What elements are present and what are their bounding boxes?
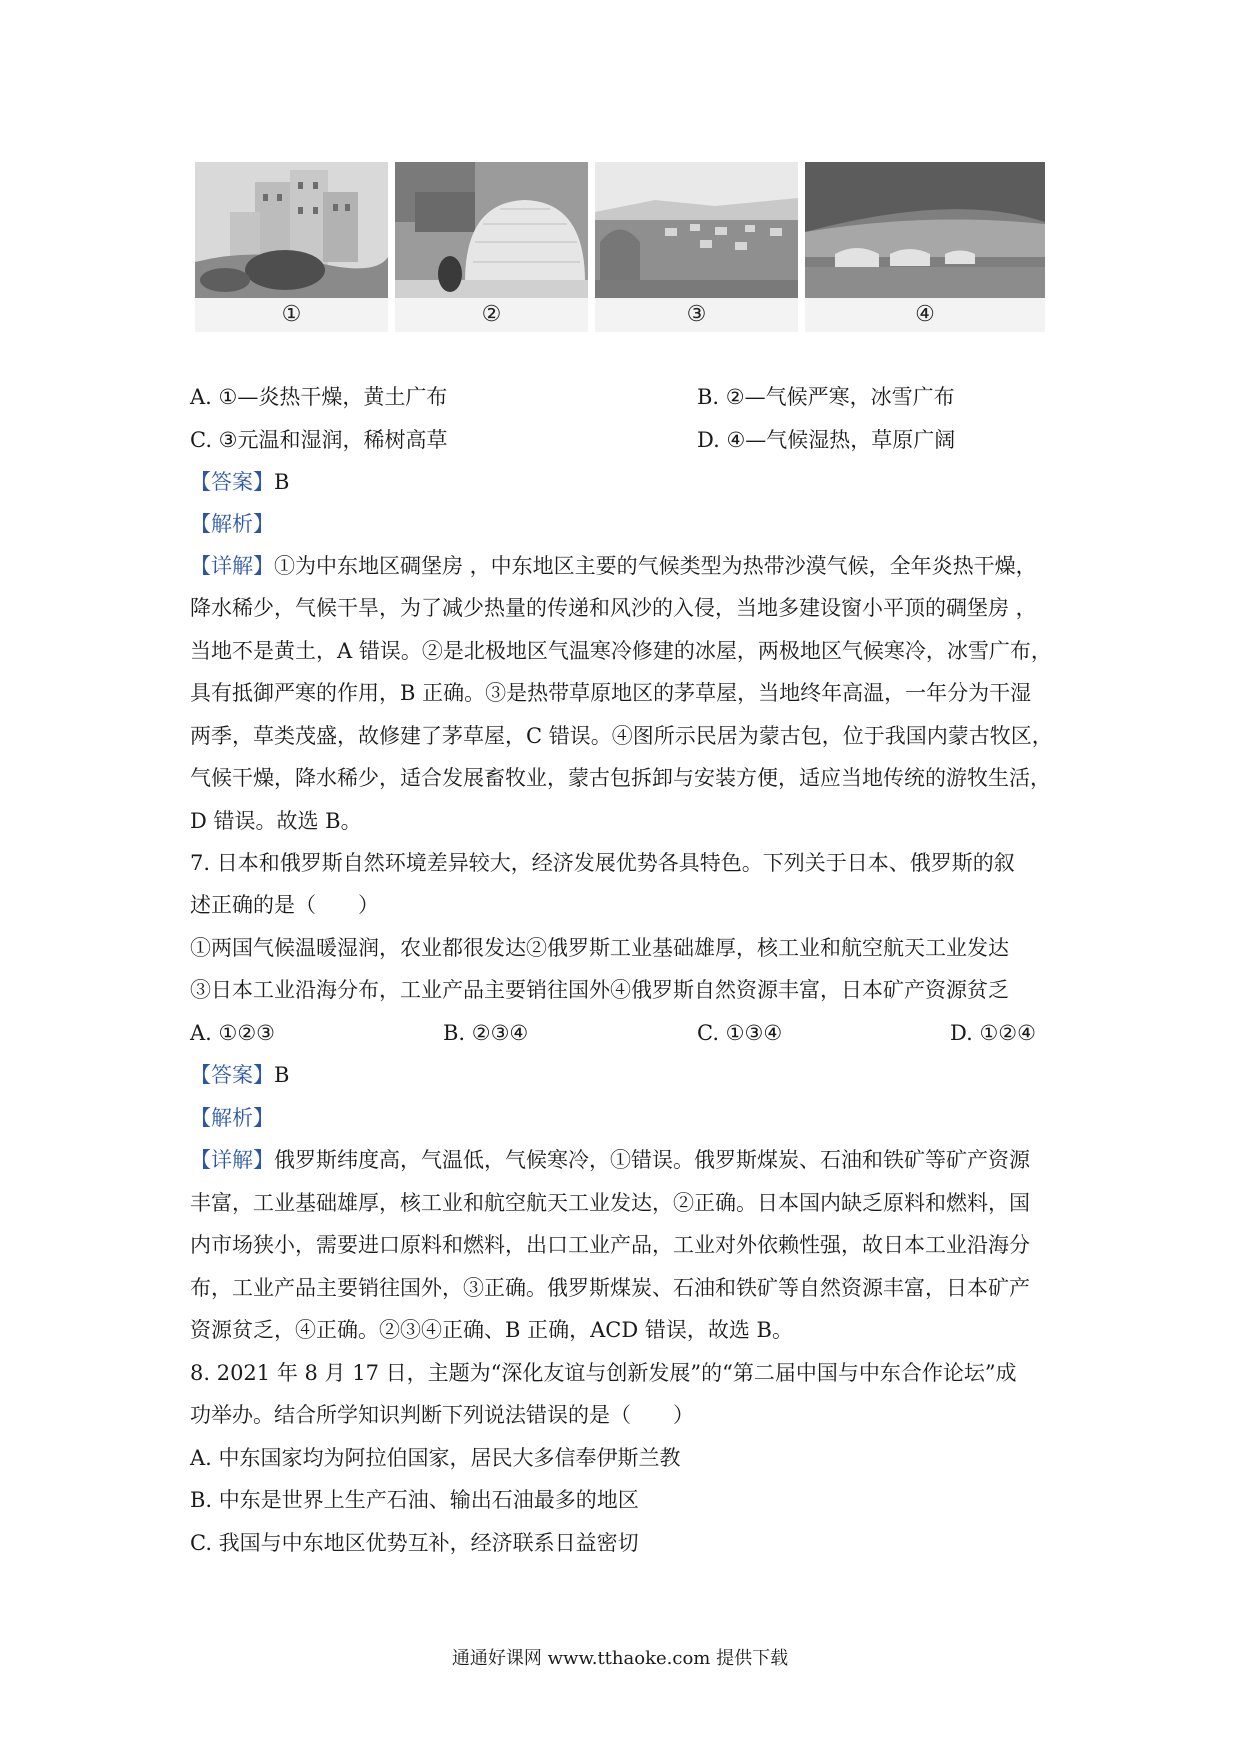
- q7-stem-line: ①两国气候温暖湿润，农业都很发达②俄罗斯工业基础雄厚，核工业和航空航天工业发达: [190, 936, 1009, 960]
- q7-detail-line: 布，工业产品主要销往国外，③正确。俄罗斯煤炭、石油和铁矿等自然资源丰富，日本矿产: [190, 1276, 1030, 1300]
- detail-tag: 【详解】: [190, 554, 274, 578]
- detail-text: ①为中东地区碉堡房 ，中东地区主要的气候类型为热带沙漠气候，全年炎热干燥，: [274, 554, 1037, 578]
- q7-stem-line: 7. 日本和俄罗斯自然环境差异较大，经济发展优势各具特色。下列关于日本、俄罗斯的叙: [190, 851, 1015, 875]
- q6-detail-line: D 错误。故选 B。: [190, 809, 362, 833]
- photo-label: ②: [395, 298, 588, 332]
- photo-label: ③: [595, 298, 798, 332]
- answer-tag: 【答案】: [190, 470, 274, 494]
- q6-detail-line: 两季，草类茂盛，故修建了茅草屋，C 错误。④图所示民居为蒙古包，位于我国内蒙古牧区，: [190, 724, 1053, 748]
- page-footer: 通通好课网 www.tthaoke.com 提供下载: [451, 1648, 789, 1669]
- q8-option-a: A. 中东国家均为阿拉伯国家，居民大多信奉伊斯兰教: [190, 1446, 681, 1470]
- q6-detail-line: 具有抵御严寒的作用，B 正确。③是热带草原地区的茅草屋，当地终年高温，一年分为干湿: [190, 681, 1032, 705]
- q7-analysis-tag: 【解析】: [190, 1106, 274, 1130]
- q6-option-c: C. ③元温和湿润，稀树高草: [190, 428, 448, 452]
- q7-detail-line: 资源贫乏，④正确。②③④正确、B 正确，ACD 错误，故选 B。: [190, 1318, 793, 1342]
- q6-analysis-tag: 【解析】: [190, 512, 274, 536]
- q7-detail-line: 内市场狭小，需要进口原料和燃料，出口工业产品，工业对外依赖性强，故日本工业沿海分: [190, 1233, 1030, 1257]
- answer-value: B: [274, 1063, 290, 1087]
- q7-stem-line: ③日本工业沿海分布，工业产品主要销往国外④俄罗斯自然资源丰富，日本矿产资源贫乏: [190, 978, 1009, 1002]
- detail-text: 俄罗斯纬度高，气温低，气候寒冷，①错误。俄罗斯煤炭、石油和铁矿等矿产资源: [274, 1148, 1030, 1172]
- photo-label: ④: [805, 298, 1045, 332]
- q7-option-d: D. ①②④: [950, 1021, 1036, 1045]
- igloo-photo: [395, 162, 588, 332]
- grass-hut-village-photo: [595, 162, 798, 332]
- q7-option-a: A. ①②③: [190, 1021, 275, 1045]
- q8-option-b: B. 中东是世界上生产石油、输出石油最多的地区: [190, 1488, 639, 1512]
- q7-detail-line: 丰富，工业基础雄厚，核工业和航空航天工业发达，②正确。日本国内缺乏原料和燃料，国: [190, 1191, 1030, 1215]
- q6-option-a: A. ①—炎热干燥，黄土广布: [190, 385, 448, 409]
- q7-answer: [190, 1060, 289, 1090]
- detail-tag: 【详解】: [190, 1148, 274, 1172]
- yurt-grassland-photo: [805, 162, 1045, 332]
- q6-detail-line: [190, 551, 1037, 581]
- q6-answer: [190, 467, 289, 497]
- photo-label: ①: [195, 298, 388, 332]
- answer-value: B: [274, 470, 290, 494]
- q6-option-b: B. ②—气候严寒，冰雪广布: [697, 385, 955, 409]
- q6-detail-line: 降水稀少，气候干旱，为了减少热量的传递和风沙的入侵，当地多建设窗小平顶的碉堡房 ，: [190, 596, 1037, 620]
- stone-tower-house-photo: [195, 162, 388, 332]
- q8-stem-line: 8. 2021 年 8 月 17 日，主题为“深化友谊与创新发展”的“第二届中国与中东合作论坛”成: [190, 1361, 1017, 1385]
- q8-stem-line: 功举办。结合所学知识判断下列说法错误的是（ ）: [190, 1403, 694, 1427]
- q7-option-b: B. ②③④: [443, 1021, 529, 1045]
- q7-stem-line: 述正确的是（ ）: [190, 893, 379, 917]
- q8-option-c: C. 我国与中东地区优势互补，经济联系日益密切: [190, 1531, 639, 1555]
- answer-tag: 【答案】: [190, 1063, 274, 1087]
- q7-detail-line: [190, 1145, 1030, 1175]
- q6-detail-line: 气候干燥，降水稀少，适合发展畜牧业，蒙古包拆卸与安装方便，适应当地传统的游牧生活，: [190, 766, 1051, 790]
- q6-option-d: D. ④—气候湿热，草原广阔: [697, 428, 956, 452]
- q7-option-c: C. ①③④: [697, 1021, 783, 1045]
- dwelling-photos: [195, 162, 1045, 332]
- q6-detail-line: 当地不是黄土，A 错误。②是北极地区气温寒冷修建的冰屋，两极地区气候寒冷，冰雪广布，: [190, 639, 1052, 663]
